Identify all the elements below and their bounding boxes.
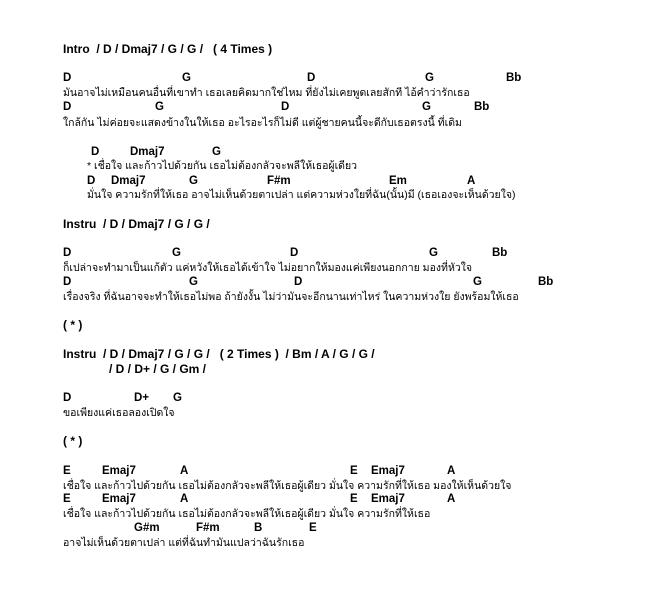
chord-symbol: G — [172, 247, 181, 259]
chord-symbol: D — [307, 72, 316, 84]
chord-symbol: D — [290, 247, 299, 259]
chord-symbol: G — [422, 101, 431, 113]
chord-symbol: D — [63, 72, 72, 84]
chord-symbol: A — [447, 493, 456, 505]
chorus-repeat-2: ( * ) — [63, 434, 83, 448]
verse1-lyric-1: มันอาจไม่เหมือนคนอื่นที่เขาทำ เธอเลยคิดมากใช่ไหม ที่ยังไม่เคยพูดเลยสักที ไอ้คำว่ารักเธอ — [63, 87, 470, 99]
outro-lyric-1: เชื่อใจ และก้าวไปด้วยกัน เธอไม่ต้องกลัวจะพลีให้เธอผู้เดียว มั่นใจ ความรักที่ให้เธอ มองให้เห็นด้วยใจ — [63, 480, 512, 492]
verse2-lyric-1: ก็เปล่าจะทำมาเป็นแก้ตัว แค่หวังให้เธอได้เข้าใจ ไม่อยากให้มองแค่เพียงนอกกาย มองที่หัวใจ — [63, 262, 473, 274]
chord-symbol: Dmaj7 — [111, 175, 146, 187]
chord-symbol: G — [182, 72, 191, 84]
chord-symbol: E — [309, 522, 317, 534]
chord-symbol: G — [189, 175, 198, 187]
chord-symbol: F#m — [267, 175, 291, 187]
chord-symbol: G — [473, 276, 482, 288]
chord-symbol: B — [254, 522, 263, 534]
bridge-lyric: ขอเพียงแค่เธอลองเปิดใจ — [63, 407, 175, 419]
chord-symbol: Emaj7 — [102, 493, 136, 505]
chord-symbol: Emaj7 — [102, 465, 136, 477]
chord-symbol: G — [173, 392, 182, 404]
chord-symbol: G#m — [134, 522, 160, 534]
chord-symbol: G — [155, 101, 164, 113]
chord-symbol: G — [425, 72, 434, 84]
chord-symbol: A — [447, 465, 456, 477]
chord-symbol: D — [91, 146, 100, 158]
chord-symbol: Emaj7 — [371, 465, 405, 477]
chord-symbol: Dmaj7 — [130, 146, 165, 158]
chord-symbol: G — [429, 247, 438, 259]
outro-lyric-3: อาจไม่เห็นด้วยตาเปล่า แต่ที่ฉันทำมันแปลว่าฉันรักเธอ — [63, 537, 305, 549]
chord-symbol: Bb — [492, 247, 508, 259]
verse1-lyric-2: ใกล้กัน ไม่ค่อยจะแสดงข้างในให้เธอ อะไรอะไรก็ไม่ดี แต่ผู้ชายคนนี้จะดีกับเธอตรงนี้ ที่เดิม — [63, 117, 462, 129]
verse2-lyric-2: เรื่องจริง ที่ฉันอาจจะทำให้เธอไม่พอ ถ้ายังงั้น ไม่ว่ามันจะอีกนานเท่าไหร่ ในความห่วงใย ยังพร้อมให้เธอ — [63, 291, 519, 303]
chord-symbol: G — [212, 146, 221, 158]
chord-symbol: F#m — [196, 522, 220, 534]
chord-symbol: Bb — [538, 276, 554, 288]
chord-symbol: G — [189, 276, 198, 288]
chord-symbol: E — [350, 493, 358, 505]
chord-symbol: A — [180, 493, 189, 505]
chord-symbol: D — [294, 276, 303, 288]
chord-symbol: D — [63, 392, 72, 404]
instrumental-line-2a: Instru / D / Dmaj7 / G / G / ( 2 Times ) / Bm / A / G / G / — [63, 347, 375, 361]
chord-symbol: A — [180, 465, 189, 477]
chord-symbol: D — [87, 175, 96, 187]
chord-symbol: E — [63, 465, 71, 477]
chord-symbol: D — [281, 101, 290, 113]
chord-symbol: Em — [389, 175, 407, 187]
chord-symbol: A — [467, 175, 476, 187]
chord-symbol: Bb — [474, 101, 490, 113]
chorus-lyric-1: * เชื่อใจ และก้าวไปด้วยกัน เธอไม่ต้องกลัวจะพลีให้เธอผู้เดียว — [87, 160, 358, 172]
chorus-repeat-1: ( * ) — [63, 318, 83, 332]
intro-line: Intro / D / Dmaj7 / G / G / ( 4 Times ) — [63, 42, 273, 56]
chorus-lyric-2: มั่นใจ ความรักที่ให้เธอ อาจไม่เห็นด้วยตาเปล่า แต่ความห่วงใยที่ฉัน(นั้น)มี (เธอเองจะเห็นด้วยใจ) — [87, 189, 516, 201]
chord-symbol: E — [350, 465, 358, 477]
instrumental-line-2b: / D / D+ / G / Gm / — [109, 362, 207, 376]
chord-symbol: Emaj7 — [371, 493, 405, 505]
chord-symbol: D — [63, 276, 72, 288]
chord-symbol: D — [63, 247, 72, 259]
chord-symbol: D+ — [134, 392, 150, 404]
outro-lyric-2: เชื่อใจ และก้าวไปด้วยกัน เธอไม่ต้องกลัวจะพลีให้เธอผู้เดียว มั่นใจ ความรักที่ให้เธอ — [63, 508, 431, 520]
chord-symbol: D — [63, 101, 72, 113]
chord-symbol: Bb — [506, 72, 522, 84]
instrumental-line-1: Instru / D / Dmaj7 / G / G / — [63, 217, 210, 231]
chord-symbol: E — [63, 493, 71, 505]
